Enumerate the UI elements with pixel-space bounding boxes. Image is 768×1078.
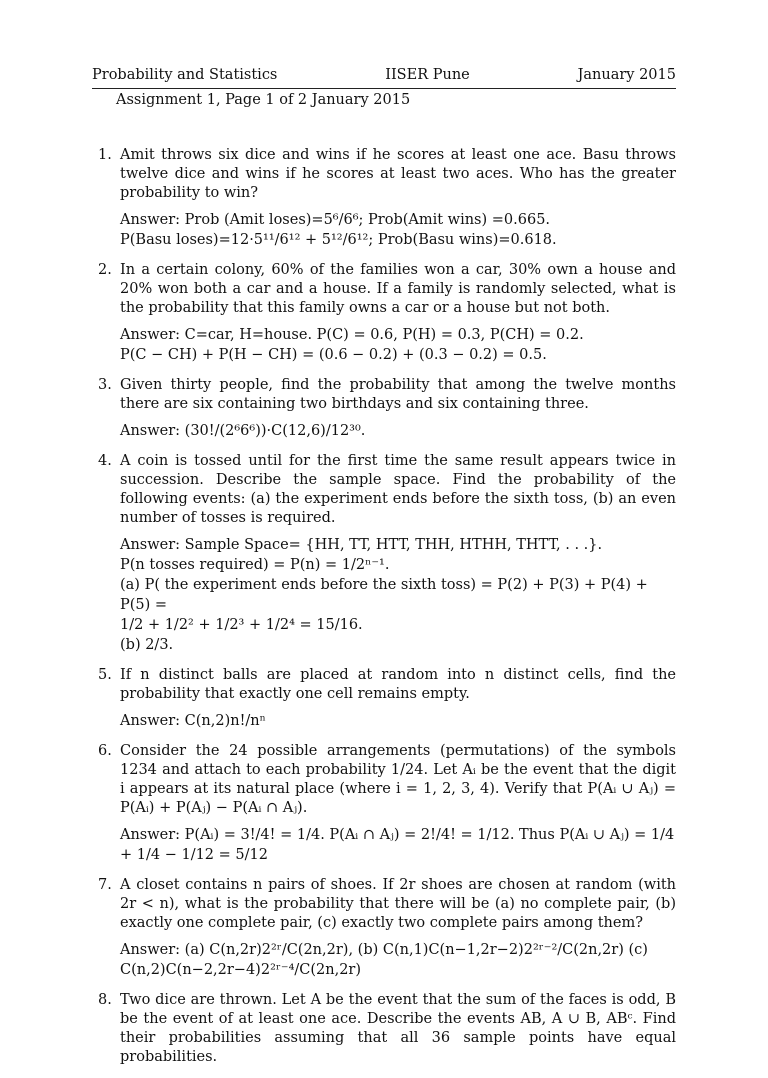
answer-line: 1/2 + 1/2² + 1/2³ + 1/2⁴ = 15/16.	[120, 617, 363, 633]
problem-number: 2.	[98, 262, 112, 278]
problem-item	[92, 742, 676, 865]
running-header	[92, 66, 676, 85]
problem-item	[92, 666, 676, 731]
problem-number: 7.	[98, 877, 112, 893]
assignment-subtitle: Assignment 1, Page 1 of 2 January 2015	[116, 92, 411, 108]
header-date: January 2015	[577, 67, 676, 83]
problem-number: 6.	[98, 743, 112, 759]
problem-question: A coin is tossed until for the first time the same result appears twice in succession. Describe the sample space. Find the probability of the following events: (a) the experiment ends before the sixth toss, (b) an even number of tosses is required.	[120, 453, 676, 526]
answer-line: Answer: P(Aᵢ) = 3!/4! = 1/4. P(Aᵢ ∩ Aⱼ) = 2!/4! = 1/12. Thus P(Aᵢ ∪ Aⱼ) = 1/4 + 1/4 − 1/12 = 5/12	[120, 827, 675, 863]
problem-answer	[120, 711, 676, 731]
problem-number: 3.	[98, 377, 112, 393]
institute-name: IISER Pune	[385, 67, 470, 83]
problem-number: 1.	[98, 147, 112, 163]
answer-line: P(Basu loses)=12·5¹¹/6¹² + 5¹²/6¹²; Prob(Basu wins)=0.618.	[120, 232, 557, 248]
problem-answer	[120, 210, 676, 250]
problem-answer	[120, 421, 676, 441]
problem-item	[92, 876, 676, 980]
course-title: Probability and Statistics	[92, 67, 278, 83]
problem-list	[92, 146, 676, 1067]
assignment-page	[92, 66, 676, 1078]
answer-line: Answer: C(n,2)n!/nⁿ	[120, 713, 266, 729]
answer-line: Answer: (30!/(2⁶6⁶))·C(12,6)/12³⁰.	[120, 423, 366, 439]
problem-answer	[120, 325, 676, 365]
problem-answer	[120, 535, 676, 655]
problem-question: Two dice are thrown. Let A be the event that the sum of the faces is odd, B be the event of at least one ace. Describe the events AB, A ∪ B, ABᶜ. Find their probabilities assuming that all 36 sample points have equal probabilities.	[120, 992, 676, 1065]
answer-line: P(C − CH) + P(H − CH) = (0.6 − 0.2) + (0.3 − 0.2) = 0.5.	[120, 347, 547, 363]
answer-line: Answer: (a) C(n,2r)2²ʳ/C(2n,2r), (b) C(n,1)C(n−1,2r−2)2²ʳ⁻²/C(2n,2r) (c) C(n,2)C(n−2,2r−4)2²ʳ⁻⁴/C(2n,2r)	[120, 942, 648, 978]
problem-number: 4.	[98, 453, 112, 469]
problem-number: 5.	[98, 667, 112, 683]
answer-line: P(n tosses required) = P(n) = 1/2ⁿ⁻¹.	[120, 557, 390, 573]
problem-item	[92, 991, 676, 1067]
problem-answer	[120, 825, 676, 865]
problem-item	[92, 146, 676, 250]
answer-line: Answer: C=car, H=house. P(C) = 0.6, P(H) = 0.3, P(CH) = 0.2.	[120, 327, 584, 343]
problem-answer	[120, 940, 676, 980]
answer-line: Answer: Sample Space= {HH, TT, HTT, THH, HTHH, THTT, . . .}.	[120, 537, 603, 553]
problem-question: Given thirty people, find the probability that among the twelve months there are six containing two birthdays and six containing three.	[120, 377, 676, 412]
answer-line: (a) P( the experiment ends before the sixth toss) = P(2) + P(3) + P(4) + P(5) =	[120, 577, 648, 613]
problem-number: 8.	[98, 992, 112, 1008]
problem-item	[92, 261, 676, 365]
answer-line: (b) 2/3.	[120, 637, 174, 653]
problem-item	[92, 452, 676, 655]
problem-question: If n distinct balls are placed at random into n distinct cells, find the probability that exactly one cell remains empty.	[120, 667, 676, 702]
problem-question: Amit throws six dice and wins if he scores at least one ace. Basu throws twelve dice and wins if he scores at least two aces. Who has the greater probability to win?	[120, 147, 676, 201]
problem-question: Consider the 24 possible arrangements (permutations) of the symbols 1234 and attach to each probability 1/24. Let Aᵢ be the event that the digit i appears at its natural place (where i = 1, 2, 3, 4). Verify that P(Aᵢ ∪ Aⱼ) = P(Aᵢ) + P(Aⱼ) − P(Aᵢ ∩ Aⱼ).	[120, 743, 676, 816]
problem-question: In a certain colony, 60% of the families won a car, 30% own a house and 20% won both a car and a house. If a family is randomly selected, what is the probability that this family owns a car or a house but not both.	[120, 262, 676, 316]
answer-line: Answer: Prob (Amit loses)=5⁶/6⁶; Prob(Amit wins) =0.665.	[120, 212, 551, 228]
header-rule	[92, 88, 676, 89]
problem-question: A closet contains n pairs of shoes. If 2r shoes are chosen at random (with 2r < n), what is the probability that there will be (a) no complete pair, (b) exactly one complete pair, (c) exactly two complete pairs among them?	[120, 877, 676, 931]
problem-item	[92, 376, 676, 441]
